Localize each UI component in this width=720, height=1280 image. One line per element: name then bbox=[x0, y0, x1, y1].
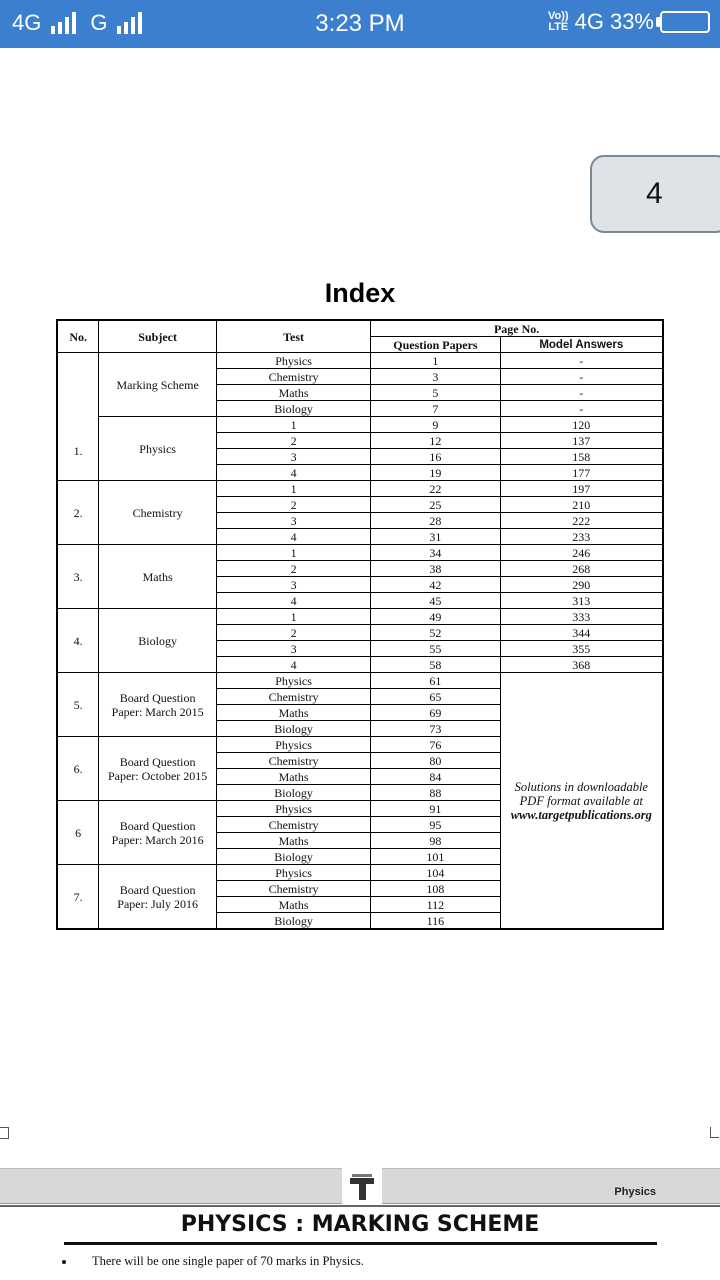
cell-model-answer-page: 344 bbox=[500, 625, 663, 641]
cell-question-paper-page: 45 bbox=[371, 593, 500, 609]
cell-test: 4 bbox=[216, 657, 370, 673]
cell-test: Maths bbox=[216, 833, 370, 849]
cell-no: 4. bbox=[57, 609, 99, 673]
header-no: No. bbox=[57, 320, 99, 353]
cell-question-paper-page: 76 bbox=[371, 737, 500, 753]
cell-question-paper-page: 61 bbox=[371, 673, 500, 689]
cell-question-paper-page: 25 bbox=[371, 497, 500, 513]
solutions-note-line2: PDF format available at bbox=[519, 793, 643, 808]
cell-test: Maths bbox=[216, 385, 370, 401]
cell-model-answer-page: 246 bbox=[500, 545, 663, 561]
cell-question-paper-page: 73 bbox=[371, 721, 500, 737]
cell-question-paper-page: 98 bbox=[371, 833, 500, 849]
battery-percent: 33% bbox=[609, 9, 654, 34]
next-page-header-label: Physics bbox=[614, 1186, 656, 1198]
cell-model-answer-page: 355 bbox=[500, 641, 663, 657]
cell-no: 2. bbox=[57, 481, 99, 545]
cell-test: Biology bbox=[216, 401, 370, 417]
publisher-logo bbox=[342, 1168, 382, 1204]
cell-test: Biology bbox=[216, 849, 370, 865]
cell-test: 4 bbox=[216, 529, 370, 545]
header-subject: Subject bbox=[99, 320, 217, 353]
cell-question-paper-page: 65 bbox=[371, 689, 500, 705]
cell-test: Physics bbox=[216, 737, 370, 753]
battery-icon bbox=[660, 11, 710, 33]
cell-test: 4 bbox=[216, 465, 370, 481]
cell-test: 2 bbox=[216, 625, 370, 641]
cell-model-answer-page: 137 bbox=[500, 433, 663, 449]
cell-model-answer-page: 313 bbox=[500, 593, 663, 609]
bullet-item bbox=[62, 1254, 364, 1269]
cell-model-answer-page: 158 bbox=[500, 449, 663, 465]
cell-test: Maths bbox=[216, 897, 370, 913]
table-row bbox=[57, 609, 663, 625]
cell-question-paper-page: 22 bbox=[371, 481, 500, 497]
cell-question-paper-page: 80 bbox=[371, 753, 500, 769]
cell-test: 2 bbox=[216, 497, 370, 513]
cell-test: 1 bbox=[216, 545, 370, 561]
network-type-1: 4G bbox=[12, 10, 42, 35]
volte-bottom: LTE bbox=[548, 21, 569, 33]
cell-question-paper-page: 12 bbox=[371, 433, 500, 449]
cell-question-paper-page: 101 bbox=[371, 849, 500, 865]
clock: 3:23 PM bbox=[315, 10, 405, 37]
cell-question-paper-page: 49 bbox=[371, 609, 500, 625]
cell-subject: Chemistry bbox=[99, 481, 217, 545]
cell-subject: Maths bbox=[99, 545, 217, 609]
index-table bbox=[56, 319, 664, 930]
header-question-papers: Question Papers bbox=[371, 337, 500, 353]
cell-question-paper-page: 38 bbox=[371, 561, 500, 577]
page-edge-marker bbox=[710, 1127, 719, 1138]
cell-question-paper-page: 34 bbox=[371, 545, 500, 561]
cell-subject: Board Question Paper: March 2015 bbox=[99, 673, 217, 737]
cell-model-answer-page: - bbox=[500, 353, 663, 369]
cell-no: 6. bbox=[57, 737, 99, 801]
cell-test: Physics bbox=[216, 353, 370, 369]
cell-question-paper-page: 28 bbox=[371, 513, 500, 529]
cell-model-answer-page: 333 bbox=[500, 609, 663, 625]
cell-test: Chemistry bbox=[216, 369, 370, 385]
cell-subject: Board Question Paper: March 2016 bbox=[99, 801, 217, 865]
cell-test: Chemistry bbox=[216, 753, 370, 769]
cell-model-answer-page: 268 bbox=[500, 561, 663, 577]
cell-test: 1 bbox=[216, 417, 370, 433]
cell-test: Physics bbox=[216, 673, 370, 689]
cell-question-paper-page: 19 bbox=[371, 465, 500, 481]
cell-test: Physics bbox=[216, 865, 370, 881]
cell-question-paper-page: 5 bbox=[371, 385, 500, 401]
header-test: Test bbox=[216, 320, 370, 353]
network-type-2: G bbox=[90, 10, 108, 35]
cell-model-answer-page: - bbox=[500, 369, 663, 385]
cell-model-answer-page: - bbox=[500, 401, 663, 417]
table-row bbox=[57, 417, 663, 433]
cell-subject: Board Question Paper: July 2016 bbox=[99, 865, 217, 930]
cell-test: 2 bbox=[216, 433, 370, 449]
header-page-no: Page No. bbox=[371, 320, 663, 337]
cell-model-answer-page: 210 bbox=[500, 497, 663, 513]
cell-model-answer-page: 290 bbox=[500, 577, 663, 593]
cell-test: Chemistry bbox=[216, 881, 370, 897]
page-edge-marker bbox=[0, 1127, 9, 1139]
cell-test: Chemistry bbox=[216, 817, 370, 833]
cell-test: Biology bbox=[216, 785, 370, 801]
divider bbox=[0, 1205, 720, 1207]
cell-question-paper-page: 52 bbox=[371, 625, 500, 641]
bullet-icon bbox=[62, 1260, 66, 1264]
divider bbox=[64, 1242, 657, 1245]
header-model-answers: Model Answers bbox=[500, 337, 663, 353]
table-row bbox=[57, 353, 663, 369]
cell-model-answer-page: 120 bbox=[500, 417, 663, 433]
cell-model-answer-page: 177 bbox=[500, 465, 663, 481]
cell-model-answer-page: 197 bbox=[500, 481, 663, 497]
volte-top: Vo)) bbox=[548, 10, 569, 22]
cell-question-paper-page: 91 bbox=[371, 801, 500, 817]
cell-question-paper-page: 116 bbox=[371, 913, 500, 930]
cell-subject: Board Question Paper: October 2015 bbox=[99, 737, 217, 801]
cell-test: Maths bbox=[216, 769, 370, 785]
table-row bbox=[57, 481, 663, 497]
cell-model-answer-page: 368 bbox=[500, 657, 663, 673]
cell-test: Chemistry bbox=[216, 689, 370, 705]
cell-no: 1. bbox=[57, 353, 99, 481]
cell-test: Biology bbox=[216, 913, 370, 930]
bullet-text: There will be one single paper of 70 marks in Physics. bbox=[92, 1254, 364, 1268]
cell-test: 3 bbox=[216, 449, 370, 465]
status-bar bbox=[0, 0, 720, 48]
cell-test: Physics bbox=[216, 801, 370, 817]
cell-question-paper-page: 84 bbox=[371, 769, 500, 785]
cell-subject: Marking Scheme bbox=[99, 353, 217, 417]
cell-question-paper-page: 104 bbox=[371, 865, 500, 881]
cell-question-paper-page: 9 bbox=[371, 417, 500, 433]
cell-subject: Physics bbox=[99, 417, 217, 481]
solutions-note-line3[interactable]: www.targetpublications.org bbox=[510, 807, 652, 822]
cell-test: 1 bbox=[216, 609, 370, 625]
cell-no: 5. bbox=[57, 673, 99, 737]
cell-subject: Biology bbox=[99, 609, 217, 673]
cell-model-answer-page: - bbox=[500, 385, 663, 401]
cell-question-paper-page: 108 bbox=[371, 881, 500, 897]
solutions-note bbox=[500, 673, 663, 930]
cell-test: 4 bbox=[216, 593, 370, 609]
cell-question-paper-page: 112 bbox=[371, 897, 500, 913]
cell-question-paper-page: 3 bbox=[371, 369, 500, 385]
cell-question-paper-page: 88 bbox=[371, 785, 500, 801]
page-title: Index bbox=[324, 278, 396, 308]
cell-no: 7. bbox=[57, 865, 99, 930]
cell-test: 1 bbox=[216, 481, 370, 497]
table-row bbox=[57, 545, 663, 561]
table-row bbox=[57, 673, 663, 689]
cell-question-paper-page: 58 bbox=[371, 657, 500, 673]
cell-question-paper-page: 7 bbox=[371, 401, 500, 417]
section-title: PHYSICS : MARKING SCHEME bbox=[180, 1212, 540, 1237]
cell-no: 6 bbox=[57, 801, 99, 865]
status-right bbox=[548, 9, 710, 35]
cell-test: 2 bbox=[216, 561, 370, 577]
cell-question-paper-page: 16 bbox=[371, 449, 500, 465]
cell-question-paper-page: 55 bbox=[371, 641, 500, 657]
cell-test: 3 bbox=[216, 513, 370, 529]
target-logo-icon bbox=[342, 1168, 382, 1204]
cell-test: 3 bbox=[216, 577, 370, 593]
cell-no: 3. bbox=[57, 545, 99, 609]
cell-question-paper-page: 31 bbox=[371, 529, 500, 545]
volte-icon bbox=[548, 11, 569, 33]
cell-model-answer-page: 222 bbox=[500, 513, 663, 529]
network-type-3: 4G bbox=[574, 9, 604, 34]
cell-question-paper-page: 1 bbox=[371, 353, 500, 369]
cell-model-answer-page: 233 bbox=[500, 529, 663, 545]
cell-test: Maths bbox=[216, 705, 370, 721]
cell-test: Biology bbox=[216, 721, 370, 737]
cell-test: 3 bbox=[216, 641, 370, 657]
solutions-note-line1: Solutions in downloadable bbox=[514, 779, 648, 794]
cell-question-paper-page: 42 bbox=[371, 577, 500, 593]
cell-question-paper-page: 69 bbox=[371, 705, 500, 721]
cell-question-paper-page: 95 bbox=[371, 817, 500, 833]
page-number-badge[interactable]: 4 bbox=[590, 155, 720, 233]
